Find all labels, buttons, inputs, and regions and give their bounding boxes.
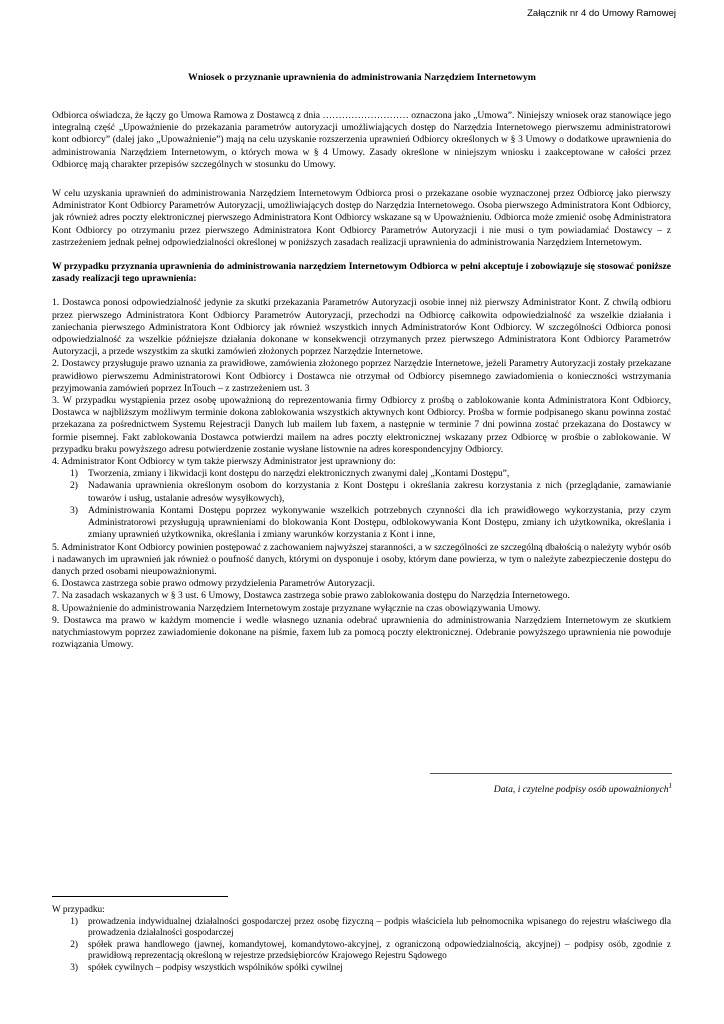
footnote-item (52, 917, 671, 940)
document-body (52, 110, 671, 651)
footnote-item (52, 940, 671, 963)
acceptance-paragraph: W przypadku przyznania uprawnienia do administrowania narzędziem Internetowym Odbiorca w pełni akceptuje i zobowiązuje się stosować poniższe zasady realizacji tego uprawnienia: (52, 261, 671, 285)
list-number: 1) (70, 916, 78, 927)
rule-4-item (52, 480, 671, 504)
signature-label (430, 780, 672, 796)
list-number: 2) (70, 939, 78, 950)
list-number: 3) (70, 962, 78, 973)
list-number: 2) (70, 480, 78, 492)
rule-9: 9. Dostawca ma prawo w każdym momencie i wedle własnego uznania odebrać uprawnienia do administrowania Narzędziem Internetowym ze skutkiem natychmiastowym poprzez zawiadomienie dokonane na piśmie, faxem lub za pomocą poczty elektronicznej. Odebranie powyższego uprawnienia nie powoduje rozwiązania Umowy. (52, 614, 671, 651)
signature-label-text: Data, i czytelne podpisy osób upoważnionych (493, 784, 669, 796)
footnote-reference: 1 (668, 782, 672, 790)
document-title: Wniosek o przyznanie uprawnienia do administrowania Narzędziem Internetowym (188, 72, 536, 83)
rule-3: 3. W przypadku wystąpienia przez osobę upoważnioną do reprezentowania firmy Odbiorcy z prośbą o zablokowanie konta Administratora Kont Odbiorcy, Dostawca w najbliższym możliwym terminie dokona zablokowania wszystkich aktywnych kont Odbiorcy. Prośba w formie podpisanego skanu powinna zostać przekazana za pośrednictwem Systemu Rejestracji Danych lub mailem lub faxem, a następnie w terminie 7 dni powinna zostać przekazana do Dostawcy w formie pisemnej. Fakt zablokowania Dostawca potwierdzi mailem na adres poczty elektronicznej wskazany przez Odbiorcę w prośbie o zablokowanie. W przypadku braku powyższego adresu potwierdzenie zostanie wysłane listownie na adres korespondencyjny Odbiorcy. (52, 395, 671, 455)
attachment-label: Załącznik nr 4 do Umowy Ramowej (527, 8, 676, 19)
rule-2: 2. Dostawcy przysługuje prawo uznania za prawidłowe, zamówienia złożonego poprzez Narzędzie Internetowe, jeżeli Parametry Autoryzacji zostały przekazane prawidłowo pierwszemu Administratorowi Kont Odbiorcy i Dostawca nie otrzymał od Odbiorcy pisemnego zawiadomienia o konieczności wstrzymania przyjmowania zamówień poprzez InTouch – z zastrzeżeniem ust. 3 (52, 358, 671, 394)
rule-8: 8. Upoważnienie do administrowania Narzędziem Internetowym zostaje przyznane wyłącznie na czas obowiązywania Umowy. (52, 602, 541, 614)
list-number: 1) (70, 468, 78, 480)
intro-paragraph: Odbiorca oświadcza, że łączy go Umowa Ramowa z Dostawcą z dnia ……………………… oznaczona jako „Umowa”. Niniejszy wniosek oraz stanowiące jego integralną część „Upoważnienie do przekazania parametrów autoryzacji umożliwiających dostęp do Narzędzia Internetowego pierwszemu administratorowi kont odbiorcy” (dalej jako „Upoważnienie”) mają na celu uzyskanie rozszerzenia uprawnień Odbiorcy określonych w § 3 Umowy o dodatkowe uprawnienia do administrowania Narzędziem Internetowym, o których mowa w § 4 Umowy. Zasady określone w niniejszym wniosku i zaakceptowane w całości przez Odbiorcę mają charakter przepisów szczególnych w stosunku do Umowy. (52, 110, 671, 170)
list-text: prowadzenia indywidualnej działalności gospodarczej przez osobę fizyczną – podpis właściciela lub pełnomocnika wpisanego do rejestru właściwego dla prowadzenia działalności gospodarczej (88, 916, 671, 939)
list-text: Nadawania uprawnienia określonym osobom do korzystania z Kont Dostępu i określania zakresu korzystania z nich (przeglądanie, zamawianie towarów i usług, ustalanie adresów wysyłkowych), (88, 480, 671, 504)
rule-7: 7. Na zasadach wskazanych w § 3 ust. 6 Umowy, Dostawca zastrzega sobie prawo zablokowania dostępu do Narzędzia Internetowego. (52, 590, 570, 602)
rule-1: 1. Dostawca ponosi odpowiedzialność jedynie za skutki przekazania Parametrów Autoryzacji osobie innej niż pierwszy Administrator Kont. Z chwilą odbioru przez pierwszego Administratora Kont Odbiorcy Parametrów Autoryzacji, przechodzi na Odbiorcę całkowita odpowiedzialność za wszelkie działania i zaniechania pierwszego Administratora Kont Odbiorcy jak również wszystkich innych Administratorów Kont Odbiorcy. W szczególności Odbiorca ponosi odpowiedzialność za wszelkie późniejsze działania dokonane w konsekwencji otrzymanych przez pierwszego Administratora Kont Odbiorcy Parametrów Autoryzacji, a przede wszystkim za skutki zamówień złożonych poprzez Narzędzie Internetowe. (52, 297, 671, 358)
rule-4-item (52, 505, 671, 542)
footnote-item (52, 963, 671, 975)
list-text: Tworzenia, zmiany i likwidacji kont dostępu do narzędzi elektronicznych zwanymi dalej „Kontami Dostępu”, (88, 468, 510, 480)
purpose-paragraph: W celu uzyskania uprawnień do administrowania Narzędziem Internetowym Odbiorca prosi o przekazane osobie wyznaczonej przez Odbiorcę jako pierwszy Administrator Kont Odbiorcy Parametrów Autoryzacji, umożliwiających dostęp do Narzędzia Internetowego. Osoba pierwszego Administratora Kont Odbiorcy, jak również adres poczty elektronicznej pierwszego Administratora Kont Odbiorcy wskazane są w Upoważnieniu. Odbiorca może zmienić osobę Administratora Kont Odbiorcy po otrzymaniu przez pierwszego Administratora Kont Odbiorcy Parametrów Autoryzacji i nie musi o tym powiadamiać Dostawcy – z zastrzeżeniem jednak pełnej odpowiedzialności określonej w poniższych zasadach realizacji uprawnienia do administrowania Narzędziem Internetowym. (52, 188, 671, 248)
rule-4-item (52, 468, 671, 480)
signature-line (430, 773, 672, 774)
rule-4: 4. Administrator Kont Odbiorcy w tym także pierwszy Administrator jest uprawniony do: (52, 456, 396, 468)
list-text: spółek prawa handlowego (jawnej, komandytowej, komandytowo-akcyjnej, z ograniczoną odpowiedzialnością, akcyjnej) – podpisy osób, zgodnie z prawidłową reprezentacją określoną w rejestrze przedsiębiorców Krajowego Rejestru Sądowego (88, 939, 671, 962)
rule-6: 6. Dostawca zastrzega sobie prawo odmowy przydzielenia Parametrów Autoryzacji. (52, 578, 375, 590)
list-text: spółek cywilnych – podpisy wszystkich wspólników spółki cywilnej (88, 962, 343, 973)
list-number: 3) (70, 504, 78, 516)
signature-block (430, 773, 672, 796)
footnote-intro: W przypadku: (52, 905, 105, 915)
rule-5: 5. Administrator Kont Odbiorcy powinien postępować z zachowaniem najwyższej staranności, a w szczególności ze szczególną dbałością o należyty wybór osób i nadawanych im uprawnień jak również o poufność danych, którymi on dysponuje i osoby, którym dane powierza, w tym o należyte zabezpieczenie dostępu do danych przed osobami nieupoważnionymi. (52, 541, 671, 577)
list-text: Administrowania Kontami Dostępu poprzez wykonywanie wszelkich potrzebnych czynności dla ich prawidłowego wykorzystania, przy czym Administratorowi przysługują uprawnieniami do blokowania Kont Dostępu, odblokowywania Kont Dostępu, zmiany ich użytkownika, określania i zmiany uprawnień użytkownika, określania i zmiany warunków korzystania z Kont i inne, (88, 504, 671, 541)
footnote-separator (52, 896, 228, 897)
footnote-section (52, 896, 671, 975)
